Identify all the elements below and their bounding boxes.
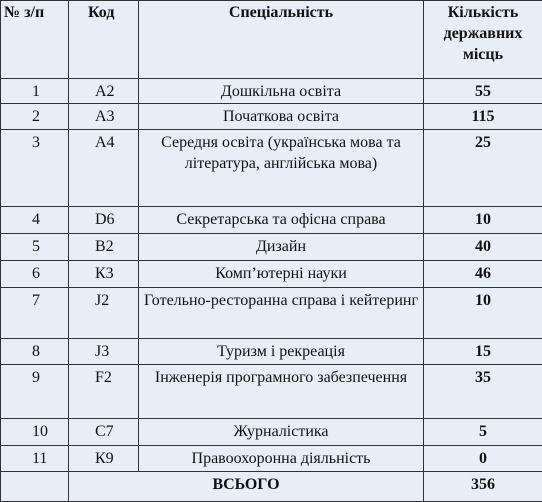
row-places: 25 bbox=[424, 129, 542, 206]
row-specialty: Туризм і рекреація bbox=[139, 339, 424, 365]
row-specialty: Готельно-ресторанна справа і кейтеринг bbox=[139, 288, 424, 339]
row-specialty: Дошкільна освіта bbox=[139, 79, 424, 104]
row-specialty: Дизайн bbox=[139, 233, 424, 260]
row-num: 10 bbox=[1, 418, 69, 445]
table-row bbox=[1, 339, 542, 365]
row-specialty: Правоохоронна діяльність bbox=[139, 445, 424, 471]
table-row bbox=[1, 129, 542, 206]
header-code: Код bbox=[69, 1, 139, 79]
row-num: 2 bbox=[1, 104, 69, 129]
header-specialty: Спеціальність bbox=[139, 1, 424, 79]
row-specialty: Комп’ютерні науки bbox=[139, 260, 424, 287]
table-row bbox=[1, 365, 542, 418]
row-specialty: Початкова освіта bbox=[139, 104, 424, 129]
row-num: 8 bbox=[1, 339, 69, 365]
row-code: А3 bbox=[69, 104, 139, 129]
row-places: 10 bbox=[424, 206, 542, 233]
row-code: D6 bbox=[69, 206, 139, 233]
row-code: С7 bbox=[69, 418, 139, 445]
row-places: 5 bbox=[424, 418, 542, 445]
row-code: К3 bbox=[69, 260, 139, 287]
row-places: 46 bbox=[424, 260, 542, 287]
row-specialty: Середня освіта (українська мова та література, англійська мова) bbox=[139, 129, 424, 206]
row-specialty: Інженерія програмного забезпечення bbox=[139, 365, 424, 418]
row-places: 115 bbox=[424, 104, 542, 129]
row-specialty: Журналістика bbox=[139, 418, 424, 445]
total-row bbox=[1, 471, 542, 501]
row-num: 11 bbox=[1, 445, 69, 471]
total-places: 356 bbox=[424, 471, 542, 501]
table-row bbox=[1, 79, 542, 104]
total-label: ВСЬОГО bbox=[69, 471, 424, 501]
total-empty-cell bbox=[1, 471, 69, 501]
row-code: А2 bbox=[69, 79, 139, 104]
header-num: № з/п bbox=[1, 1, 69, 79]
row-code: В2 bbox=[69, 233, 139, 260]
table-row bbox=[1, 445, 542, 471]
table-row bbox=[1, 418, 542, 445]
header-places: Кількість державних місць bbox=[424, 1, 542, 79]
row-num: 9 bbox=[1, 365, 69, 418]
row-num: 5 bbox=[1, 233, 69, 260]
table-row bbox=[1, 288, 542, 339]
row-num: 6 bbox=[1, 260, 69, 287]
row-places: 15 bbox=[424, 339, 542, 365]
row-code: J3 bbox=[69, 339, 139, 365]
row-places: 0 bbox=[424, 445, 542, 471]
row-places: 40 bbox=[424, 233, 542, 260]
row-code: F2 bbox=[69, 365, 139, 418]
table-header-row bbox=[1, 1, 542, 79]
row-num: 1 bbox=[1, 79, 69, 104]
table-row bbox=[1, 260, 542, 287]
row-num: 4 bbox=[1, 206, 69, 233]
table-row bbox=[1, 206, 542, 233]
row-specialty: Секретарська та офісна справа bbox=[139, 206, 424, 233]
row-code: К9 bbox=[69, 445, 139, 471]
row-places: 55 bbox=[424, 79, 542, 104]
row-num: 7 bbox=[1, 288, 69, 339]
row-places: 35 bbox=[424, 365, 542, 418]
table-row bbox=[1, 104, 542, 129]
row-code: А4 bbox=[69, 129, 139, 206]
row-code: J2 bbox=[69, 288, 139, 339]
table-row bbox=[1, 233, 542, 260]
row-places: 10 bbox=[424, 288, 542, 339]
row-num: 3 bbox=[1, 129, 69, 206]
